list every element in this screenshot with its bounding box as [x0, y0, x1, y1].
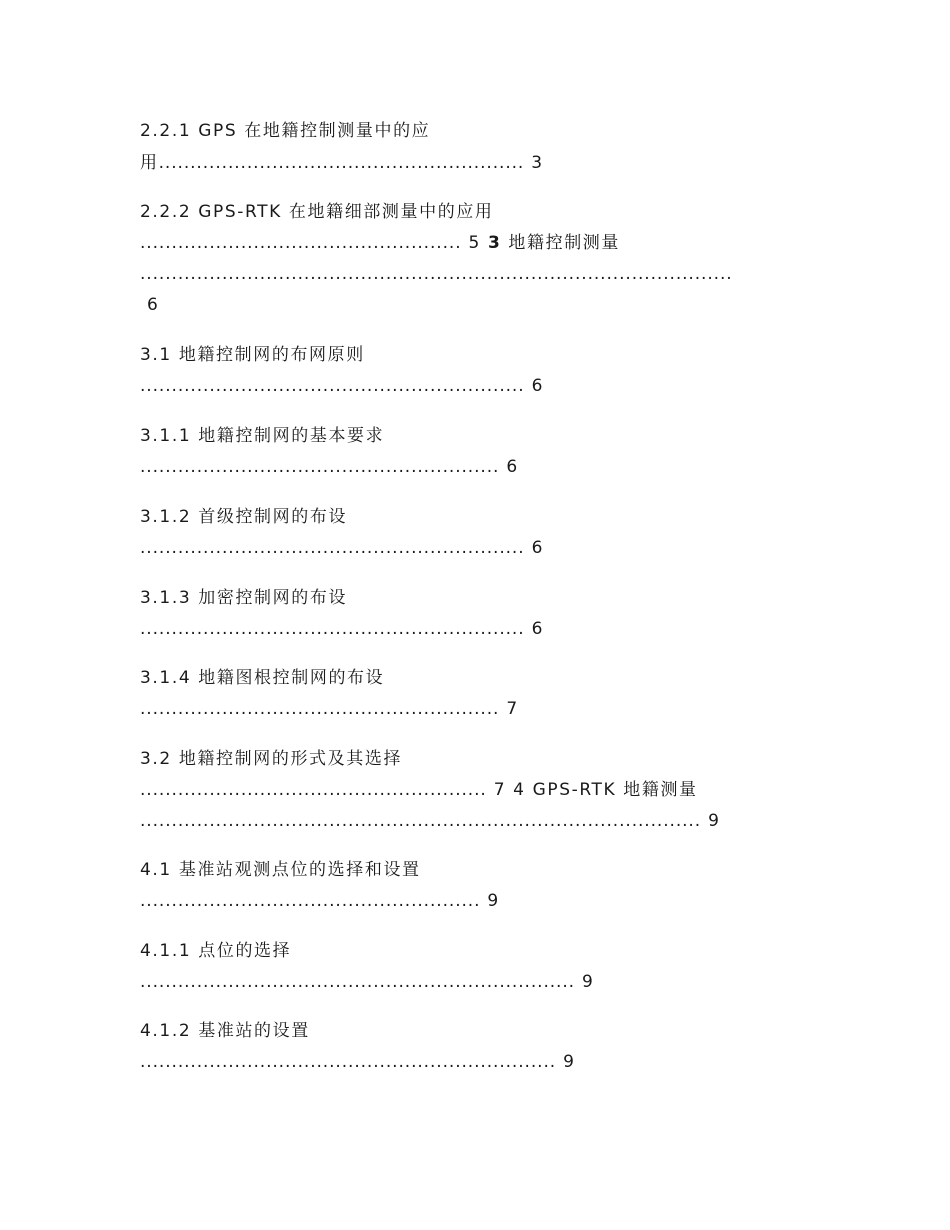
- leader-dots: ..........................................................: [158, 153, 525, 173]
- toc-entry-title: 4 GPS-RTK 地籍测量: [513, 780, 698, 800]
- toc-entry-title: 3.1.1 地籍控制网的基本要求: [140, 426, 385, 446]
- leader-dots: ..............................................................................................: [140, 264, 733, 284]
- leader-dots: .........................................................: [140, 699, 500, 719]
- toc-page-number: 3: [531, 153, 544, 173]
- toc-entry-title: 4.1 基准站观测点位的选择和设置: [140, 860, 421, 880]
- toc-entry-title: 2.2.2 GPS-RTK 在地籍细部测量中的应用: [140, 202, 494, 222]
- toc-entry-line: [140, 456, 519, 478]
- toc-entry-line: [140, 698, 519, 720]
- toc-entry-line: [140, 152, 544, 174]
- leader-dots: .........................................................: [140, 457, 500, 477]
- toc-entry-title: 3.2 地籍控制网的形式及其选择: [140, 749, 403, 769]
- toc-entry-line: [140, 375, 544, 397]
- toc-entry-title: 3.1.4 地籍图根控制网的布设: [140, 668, 385, 688]
- chapter-number: 3: [487, 233, 502, 253]
- toc-entry-title: 3.1 地籍控制网的布网原则: [140, 345, 365, 365]
- leader-dots: .............................................................: [140, 619, 525, 639]
- toc-entry-line: [140, 232, 620, 254]
- toc-entry-line: [140, 1051, 576, 1073]
- leader-dots: ...................................................: [140, 233, 462, 253]
- toc-entry-title: 4.1.1 点位的选择: [140, 941, 292, 961]
- toc-page-number: 9: [563, 1052, 576, 1072]
- toc-entry-title: 2.2.1 GPS 在地籍控制测量中的应: [140, 121, 431, 141]
- toc-entry-continuation: 用: [140, 153, 159, 173]
- toc-entry-line: [140, 537, 544, 559]
- toc-entry-line: [140, 618, 544, 640]
- toc-entry-title: 3.1.2 首级控制网的布设: [140, 507, 348, 527]
- leader-dots: .........................................................................................: [140, 811, 702, 831]
- toc-page-number: 6: [531, 619, 544, 639]
- toc-page-number: 7: [506, 699, 519, 719]
- toc-page-number: 7: [493, 780, 507, 800]
- toc-page-number: 5: [468, 233, 481, 253]
- toc-page-number: 6: [531, 376, 544, 396]
- toc-page-number: 6: [531, 538, 544, 558]
- toc-entry-title: 3.1.3 加密控制网的布设: [140, 588, 348, 608]
- toc-entry-line: [140, 971, 594, 993]
- toc-entry-title: 地籍控制测量: [508, 233, 621, 253]
- toc-entry-title: 4.1.2 基准站的设置: [140, 1021, 310, 1041]
- leader-dots: .............................................................: [140, 538, 525, 558]
- toc-page-number: 9: [581, 972, 595, 992]
- toc-entry-line: [140, 810, 720, 832]
- leader-dots: ..................................................................: [140, 1052, 557, 1072]
- toc-page-number: 6: [147, 295, 160, 315]
- toc-page-number: 9: [487, 891, 500, 911]
- leader-dots: .............................................................: [140, 376, 525, 396]
- leader-dots: .......................................................: [140, 780, 487, 800]
- toc-entry-line: [140, 263, 733, 285]
- toc-page-number: 6: [506, 457, 519, 477]
- leader-dots: .....................................................................: [140, 972, 575, 992]
- toc-entry-line: [140, 779, 698, 801]
- toc-entry-line: [140, 890, 500, 912]
- toc-page-number: 9: [708, 811, 721, 831]
- leader-dots: ......................................................: [140, 891, 481, 911]
